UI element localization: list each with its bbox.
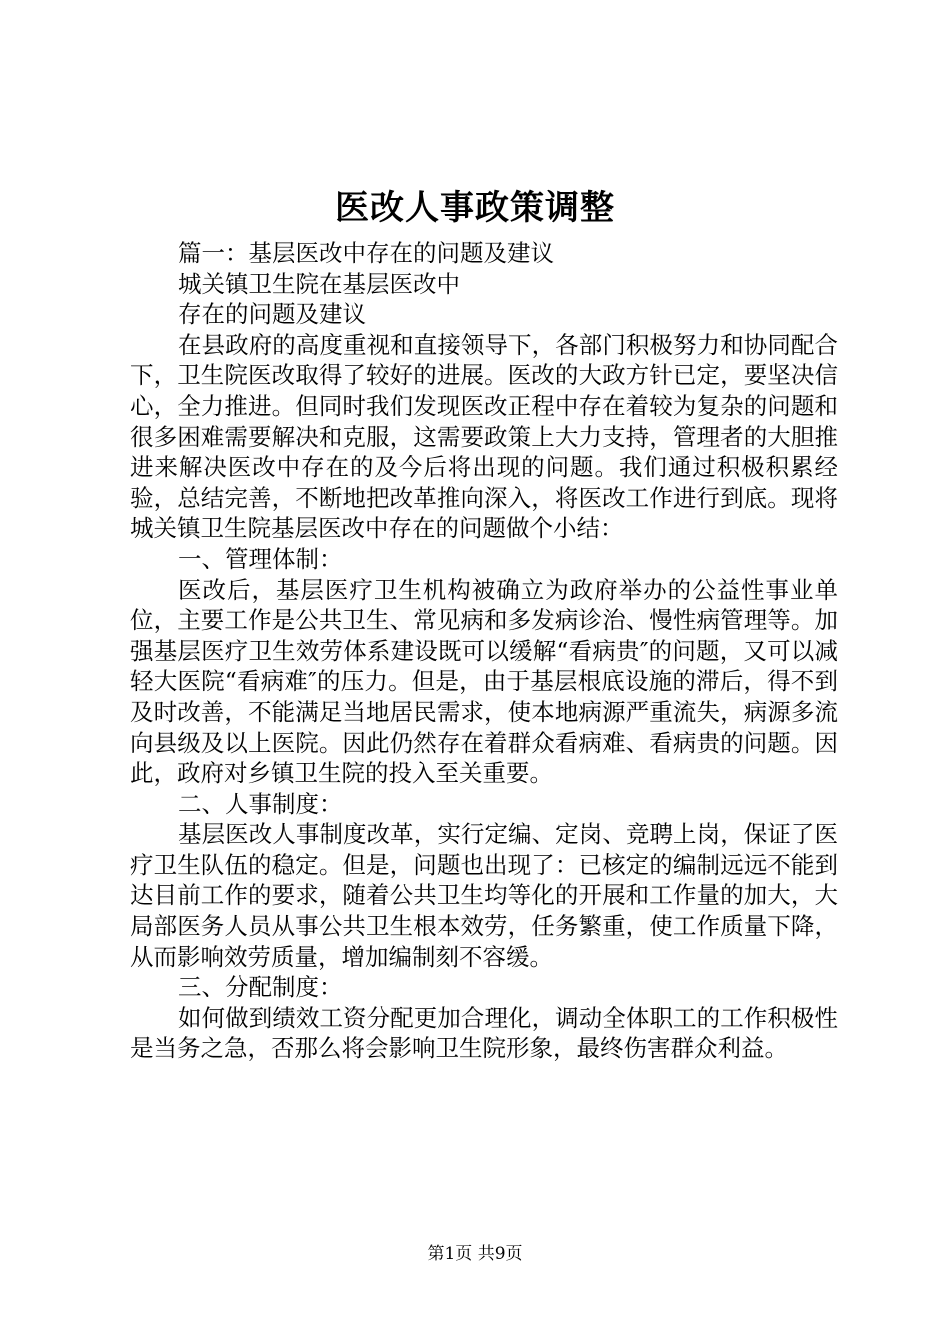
paragraph-personnel: 基层医改人事制度改革，实行定编、定岗、竞聘上岗，保证了医疗卫生队伍的稳定。但是，问题也出现了：已核定的编制远远不能到达目前工作的要求，随着公共卫生均等化的开展和工作量的加大，大局部医务人员从事公共卫生根本效劳，任务繁重，使工作质量下降，从而影响效劳质量，增加编制刻不容缓。 bbox=[130, 820, 838, 971]
section-heading-personnel: 二、人事制度： bbox=[178, 789, 343, 818]
section-heading-management: 一、管理体制： bbox=[178, 544, 343, 573]
heading-line-3: 存在的问题及建议 bbox=[178, 300, 366, 329]
paragraph-intro: 在县政府的高度重视和直接领导下，各部门积极努力和协同配合下，卫生院医改取得了较好的进展。医改的大政方针已定，要坚决信心，全力推进。但同时我们发现医改正程中存在着较为复杂的问题和很多困难需要解决和克服，这需要政策上大力支持，管理者的大胆推进来解决医改中存在的及今后将出现的问题。我们通过积极积累经验，总结完善，不断地把改革推向深入，将医改工作进行到底。现将城关镇卫生院基层医改中存在的问题做个小结： bbox=[130, 330, 838, 543]
heading-line-2: 城关镇卫生院在基层医改中 bbox=[178, 269, 460, 298]
section-heading-distribution: 三、分配制度： bbox=[178, 973, 343, 1002]
page-footer: 第1页 共9页 bbox=[427, 1244, 523, 1264]
document-body bbox=[130, 238, 838, 1064]
paragraph-management: 医改后，基层医疗卫生机构被确立为政府举办的公益性事业单位，主要工作是公共卫生、常见病和多发病诊治、慢性病管理等。加强基层医疗卫生效劳体系建设既可以缓解“看病贵″的问题，又可以减轻大医院“看病难″的压力。但是，由于基层根底设施的滞后，得不到及时改善，不能满足当地居民需求，使本地病源严重流失，病源多流向县级及以上医院。因此仍然存在着群众看病难、看病贵的问题。因此，政府对乡镇卫生院的投入至关重要。 bbox=[130, 575, 838, 788]
document-title: 医改人事政策调整 bbox=[335, 188, 615, 228]
paragraph-distribution: 如何做到绩效工资分配更加合理化，调动全体职工的工作积极性是当务之急，否那么将会影响卫生院形象，最终伤害群众利益。 bbox=[130, 1003, 838, 1063]
heading-line-1: 篇一：基层医改中存在的问题及建议 bbox=[178, 239, 554, 267]
